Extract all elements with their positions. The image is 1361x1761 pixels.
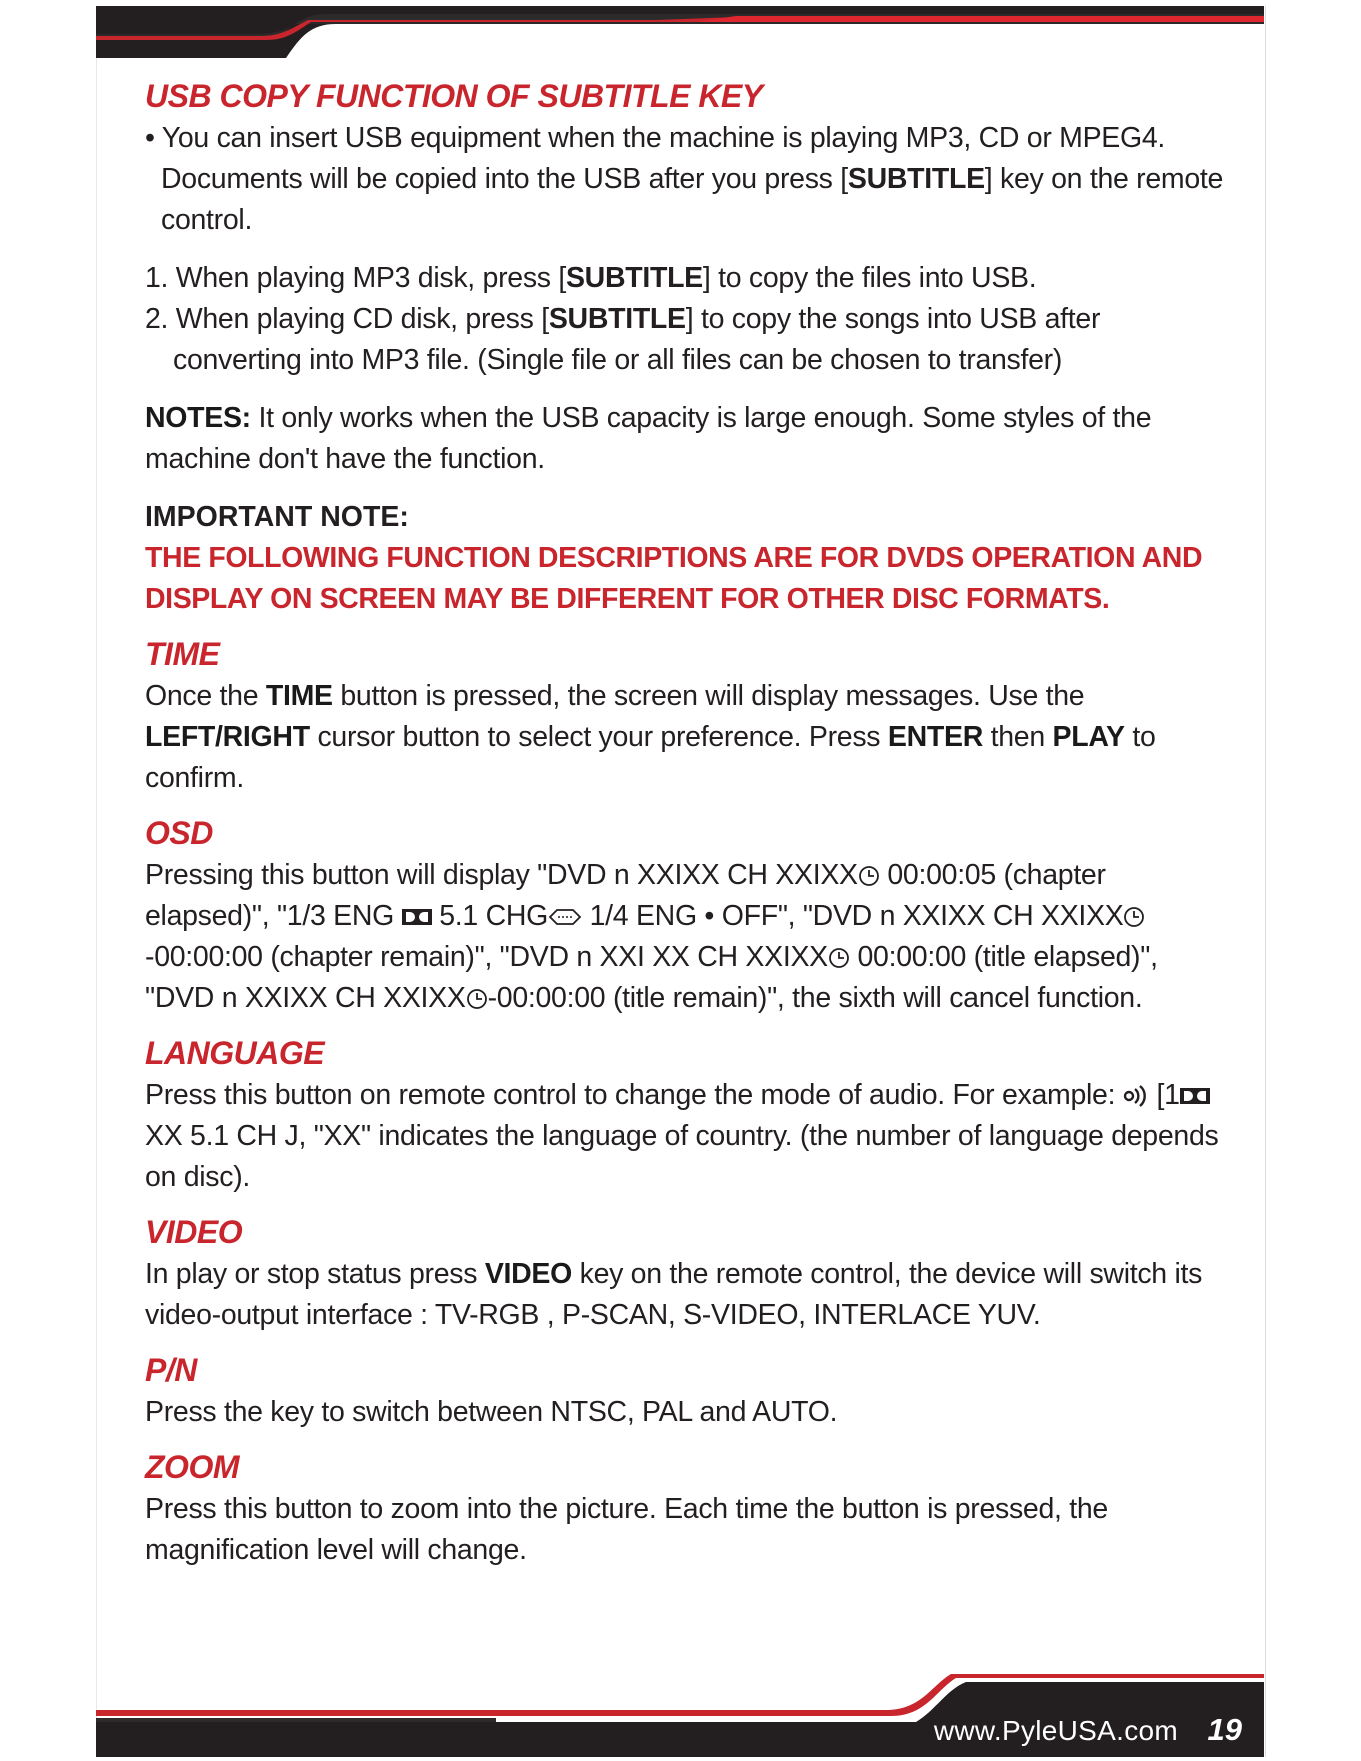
step-text-end: ] to copy the songs into USB after converting into MP3 file. (Single file or all files can be chosen to transfer) [173, 303, 1101, 376]
notes-label: NOTES: [145, 402, 251, 434]
osd-paragraph [145, 855, 1230, 1019]
list-item [145, 299, 1230, 381]
text: cursor button to select your preference. Press [309, 721, 888, 753]
text: 1/4 ENG • OFF", "DVD n XXIXX CH XXIXX [582, 900, 1124, 932]
text: key on the remote control, the device will switch its video-output interface : TV-RGB , P-SCAN, S-VIDEO, INTERLACE YUV. [145, 1258, 1203, 1331]
important-note [145, 497, 1230, 620]
notes-paragraph [145, 398, 1230, 480]
footer-url: www.PyleUSA.com [933, 1715, 1178, 1746]
usb-copy-section [145, 76, 1230, 480]
text: then [982, 721, 1053, 753]
usb-copy-bullet [145, 118, 1230, 241]
step-text: 1. When playing MP3 disk, press [ [145, 262, 566, 294]
clock-icon [466, 988, 488, 1010]
text: to confirm. [145, 721, 1156, 794]
audio-icon [1123, 1084, 1149, 1108]
text: Press this button on remote control to change the mode of audio. For example: [145, 1079, 1123, 1111]
pn-heading: P/N [145, 1352, 197, 1388]
zoom-paragraph: Press this button to zoom into the picture. Each time the button is pressed, the magnification level will change. [145, 1493, 1108, 1566]
pn-paragraph: Press the key to switch between NTSC, PAL and AUTO. [145, 1396, 838, 1428]
usb-copy-steps [145, 258, 1230, 381]
play-key: PLAY [1052, 721, 1125, 753]
pn-section [145, 1350, 1230, 1433]
text: Pressing this button will display "DVD n XXIXX CH XXIXX [145, 859, 858, 891]
time-section [145, 634, 1230, 799]
text: XX 5.1 CH J, "XX" indicates the language of country. (the number of language depends on disc). [145, 1120, 1219, 1193]
video-paragraph [145, 1254, 1230, 1336]
enter-key: ENTER [887, 721, 983, 753]
text: 5.1 CHG [431, 900, 548, 932]
text: In play or stop status press [145, 1258, 485, 1290]
footer-band [96, 1660, 1264, 1757]
notes-text: It only works when the USB capacity is large enough. Some styles of the machine don't have the function. [145, 402, 1152, 475]
time-paragraph [145, 676, 1230, 799]
language-section [145, 1033, 1230, 1198]
usb-copy-heading: USB COPY FUNCTION OF SUBTITLE KEY [145, 78, 763, 114]
header-band [96, 6, 1264, 58]
text: -00:00:00 (title remain)", the sixth will cancel function. [487, 982, 1143, 1014]
text: 00:00:00 (title elapsed)", "DVD n XXIXX CH XXIXX [145, 941, 1158, 1014]
text: button is pressed, the screen will display messages. Use the [332, 680, 1085, 712]
osd-section [145, 813, 1230, 1019]
text: Once the [145, 680, 266, 712]
zoom-heading: ZOOM [145, 1449, 239, 1485]
time-key: TIME [265, 680, 333, 712]
step-text: 2. When playing CD disk, press [ [145, 303, 549, 335]
video-section [145, 1212, 1230, 1336]
clock-icon [858, 865, 880, 887]
subtitle-key: SUBTITLE [565, 262, 703, 294]
left-right-key: LEFT/RIGHT [145, 721, 310, 753]
page-number: 19 [1207, 1712, 1242, 1747]
dolby-icon [1180, 1087, 1210, 1105]
language-heading: LANGUAGE [145, 1035, 325, 1071]
subtitle-key: SUBTITLE [847, 163, 985, 195]
time-heading: TIME [145, 636, 220, 672]
video-key: VIDEO [484, 1258, 572, 1290]
text: -00:00:00 (chapter remain)", "DVD n XXI XX CH XXIXX [145, 941, 828, 973]
language-paragraph [145, 1075, 1230, 1198]
bullet-text-end: ] key on the remote control. [161, 163, 1224, 236]
clock-icon [1123, 906, 1145, 928]
clock-icon [828, 947, 850, 969]
text: [1 [1148, 1079, 1180, 1111]
video-heading: VIDEO [145, 1214, 243, 1250]
important-note-text: THE FOLLOWING FUNCTION DESCRIPTIONS ARE FOR DVDS OPERATION AND DISPLAY ON SCREEN MAY BE DIFFERENT FOR OTHER DISC FORMATS. [145, 542, 1203, 615]
important-note-label: IMPORTANT NOTE: [145, 501, 409, 533]
zoom-section [145, 1447, 1230, 1571]
subtitle-key: SUBTITLE [548, 303, 686, 335]
subtitle-icon [548, 907, 582, 927]
osd-heading: OSD [145, 815, 213, 851]
step-text-end: ] to copy the files into USB. [702, 262, 1037, 294]
bullet-text: • You can insert USB equipment when the machine is playing MP3, CD or MPEG4. Documents will be copied into the USB after you press [ [145, 122, 1166, 195]
dolby-icon [402, 908, 432, 926]
text: 00:00:05 (chapter elapsed)", "1/3 ENG [145, 859, 1106, 932]
page-content [145, 76, 1230, 1585]
list-item [145, 258, 1230, 299]
